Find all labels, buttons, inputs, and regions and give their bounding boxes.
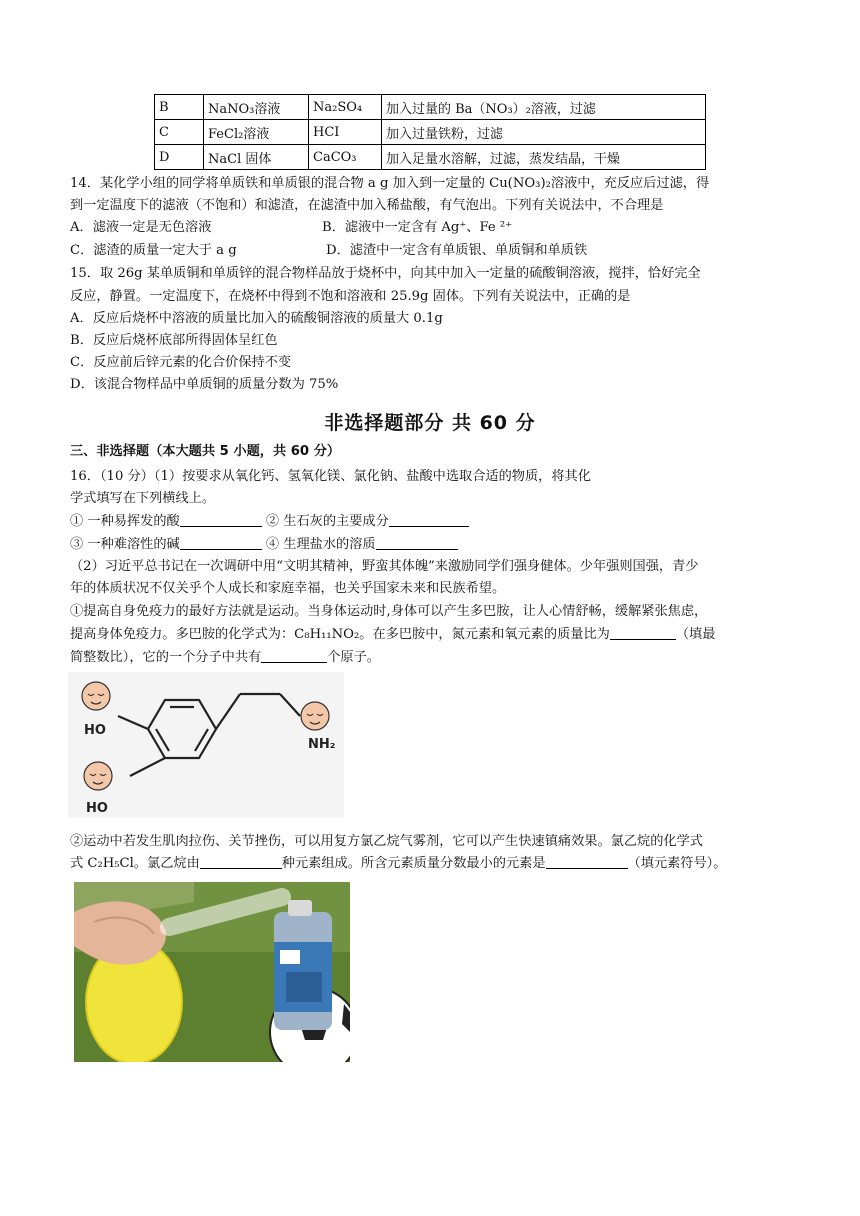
- table-row: [155, 120, 706, 145]
- q16-p2-line2: 年的体质状况不仅关乎个人成长和家庭幸福，也关乎国家未来和民族希望。: [70, 581, 506, 596]
- table-cell: 加入过量铁粉，过滤: [382, 120, 706, 145]
- q16-item4-label: ④ 生理盐水的溶质: [265, 537, 376, 552]
- q16-intro-line1: 16．（10 分）（1）按要求从氧化钙、氢氧化镁、氯化钠、盐酸中选取合适的物质，将其化: [70, 469, 591, 484]
- label-ho-top: HO: [84, 723, 106, 738]
- table-row: [155, 95, 706, 120]
- label-ho-bottom: HO: [86, 801, 108, 816]
- q15-stem-line2: 反应，静置。一定温度下，在烧杯中得到不饱和溶液和 25.9g 固体。下列有关说法中，正确的是: [70, 289, 631, 304]
- q16-intro-line2: 学式填写在下列横线上。: [70, 491, 216, 506]
- q16-item3-label: ③ 一种难溶性的碱: [70, 537, 180, 552]
- table-cell: NaCl 固体: [204, 145, 309, 170]
- table-cell: HCI: [309, 120, 382, 145]
- dopamine-molecule-drawing: [68, 672, 344, 818]
- q14-option-a: A．滤液一定是无色溶液: [70, 220, 212, 235]
- q16-s1-line3-suffix: 个原子。: [327, 650, 380, 665]
- smiley-face-bottom: [84, 762, 112, 790]
- table-cell: NaNO₃溶液: [204, 95, 309, 120]
- q15-option-d: D．该混合物样品中单质铜的质量分数为 75%: [70, 377, 339, 392]
- q16-item2-label: ② 生石灰的主要成分: [265, 514, 389, 529]
- spray-can: [274, 900, 332, 1030]
- smiley-face-top: [82, 682, 110, 710]
- section-title: 非选择题部分 共 60 分: [324, 412, 536, 434]
- options-table: [154, 94, 706, 170]
- answer-blank[interactable]: [180, 535, 262, 550]
- table-cell: 加入过量的 Ba（NO₃）₂溶液，过滤: [382, 95, 706, 120]
- q16-s2-line1: ②运动中若发生肌肉拉伤、关节挫伤，可以用复方氯乙烷气雾剂，它可以产生快速镇痛效果。氯乙烷的化学式: [70, 834, 703, 849]
- dopamine-structure-figure: [68, 672, 344, 818]
- q16-s1-line2-text: 提高身体免疫力。多巴胺的化学式为：C₈H₁₁NO₂。在多巴胺中，氮元素和氧元素的质量比为: [70, 627, 610, 642]
- q16-s1-line1: ①提高自身免疫力的最好方法就是运动。当身体运动时,身体可以产生多巴胺，让人心情舒畅，缓解紧张焦虑，: [70, 604, 708, 619]
- q16-s2-line2-text: 式 C₂H₅Cl。氯乙烷由: [70, 856, 200, 871]
- q16-p2-line1: （2）习近平总书记在一次调研中用“文明其精神，野蛮其体魄”来激励同学们强身健体。少年强则国强，青少: [70, 559, 699, 574]
- q14-stem-line2: 到一定温度下的滤液（不饱和）和滤渣，在滤渣中加入稀盐酸，有气泡出。下列有关说法中，不合理是: [70, 198, 664, 213]
- q16-item1-label: ① 一种易挥发的酸: [70, 514, 180, 529]
- q14-stem-line1: 14．某化学小组的同学将单质铁和单质银的混合物 a g 加入到一定量的 Cu(NO₃)₂溶液中，充反应后过滤，得: [70, 176, 710, 191]
- answer-blank[interactable]: [546, 854, 628, 869]
- part3-heading: 三、非选择题（本大题共 5 小题，共 60 分）: [70, 444, 341, 459]
- q16-s1-line3-text: 简整数比），它的一个分子中共有: [70, 650, 262, 665]
- answer-blank[interactable]: [376, 535, 458, 550]
- q15-option-c: C．反应前后锌元素的化合价保持不变: [70, 355, 292, 370]
- table-cell: CaCO₃: [309, 145, 382, 170]
- q16-s1-line2: [70, 625, 715, 645]
- answer-blank[interactable]: [261, 648, 327, 663]
- q16-item-row2: [70, 535, 458, 555]
- q15-option-a: A．反应后烧杯中溶液的质量比加入的硫酸铜溶液的质量大 0.1g: [70, 311, 443, 326]
- table-cell: FeCl₂溶液: [204, 120, 309, 145]
- q15-option-b: B．反应后烧杯底部所得固体呈红色: [70, 333, 278, 348]
- label-nh2: NH₂: [308, 737, 336, 752]
- table-row: [155, 145, 706, 170]
- q16-s2-line2-mid: 种元素组成。所含元素质量分数最小的元素是: [281, 856, 546, 871]
- table-cell: B: [155, 95, 204, 120]
- spray-photo: [74, 882, 350, 1062]
- table-cell: D: [155, 145, 204, 170]
- answer-blank[interactable]: [610, 625, 676, 640]
- answer-blank[interactable]: [389, 512, 469, 527]
- q14-option-c: C．滤渣的质量一定大于 a g: [70, 243, 237, 258]
- table-cell: 加入足量水溶解，过滤，蒸发结晶，干燥: [382, 145, 706, 170]
- q16-s1-line2-suffix: （填最: [675, 627, 716, 642]
- table-cell: Na₂SO₄: [309, 95, 382, 120]
- q16-item-row1: [70, 512, 469, 532]
- q14-option-b: B．滤液中一定含有 Ag⁺、Fe ²⁺: [322, 220, 513, 235]
- q15-stem-line1: 15．取 26g 某单质铜和单质锌的混合物样品放于烧杯中，向其中加入一定量的硫酸铜溶液，搅拌，恰好完全: [70, 266, 701, 281]
- q16-s2-line2: [70, 854, 726, 874]
- answer-blank[interactable]: [180, 512, 262, 527]
- q16-s1-line3: [70, 648, 380, 668]
- q14-option-d: D．滤渣中一定含有单质银、单质铜和单质铁: [326, 243, 588, 258]
- smiley-face-right: [301, 702, 329, 730]
- table-cell: C: [155, 120, 204, 145]
- spray-photo-drawing: [74, 882, 350, 1062]
- answer-blank[interactable]: [200, 854, 282, 869]
- q16-s2-line2-suffix: （填元素符号）。: [627, 856, 727, 871]
